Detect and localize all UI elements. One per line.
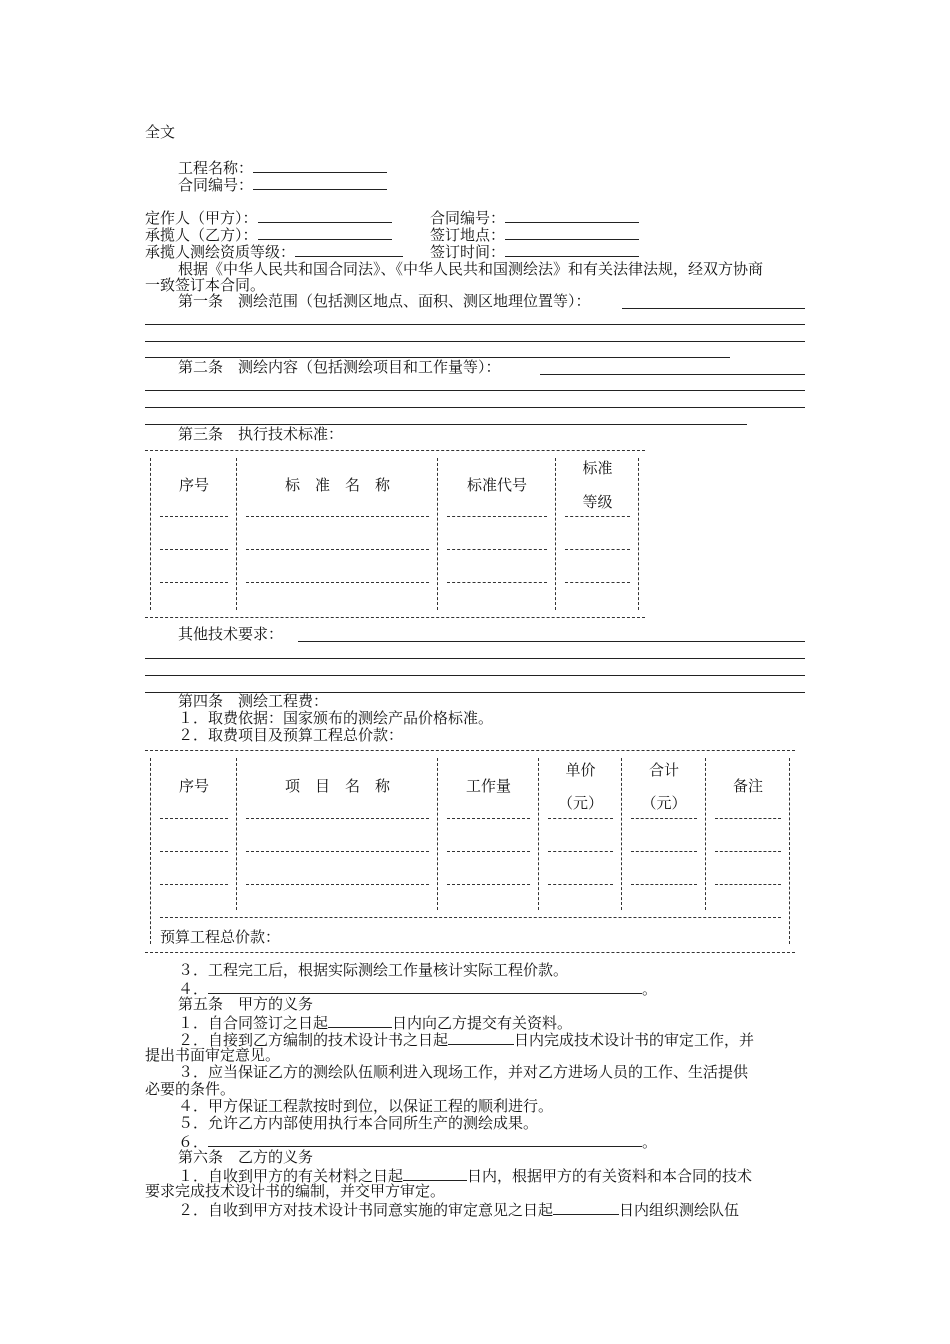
article-6-title: 第六条 乙方的义务 [178, 1148, 314, 1166]
table-col-divider [236, 758, 237, 910]
contract-no-2-blank[interactable] [505, 208, 639, 223]
table-header-level: 标准 [582, 459, 613, 477]
table-row-rule [160, 917, 781, 918]
qualification-label: 承揽人测绘资质等级： [145, 243, 296, 261]
article-1-title: 第一条 测绘范围（包括测区地点、面积、测区地理位置等）： [178, 292, 591, 310]
sign-time-blank[interactable] [505, 242, 639, 257]
table-col-divider [236, 458, 237, 610]
article-5-item-6-blank[interactable] [208, 1132, 642, 1147]
article-4-item-1: １．取费依据：国家颁布的测绘产品价格标准。 [178, 709, 494, 727]
table-row-rule [246, 818, 429, 819]
table-col-divider [538, 758, 539, 910]
article-5-item-4: ４．甲方保证工程款按时到位，以保证工程的顺利进行。 [178, 1097, 554, 1115]
article-2-title: 第二条 测绘内容（包括测绘项目和工作量等）： [178, 358, 501, 376]
article-4-item-4-number: ４． [178, 980, 209, 998]
table-row-rule [160, 549, 228, 550]
contract-no-2-label: 合同编号： [430, 209, 506, 227]
contractor-label: 承揽人（乙方）： [145, 226, 258, 244]
article-2-line[interactable] [145, 407, 805, 408]
project-name-label: 工程名称： [178, 159, 254, 177]
table-row-rule [447, 818, 530, 819]
other-requirements-blank[interactable] [298, 641, 805, 642]
table-row-rule [246, 549, 429, 550]
fee-header-note: 备注 [732, 777, 763, 795]
sign-time-row [430, 242, 639, 261]
article-6-item-2-text: ２．自收到甲方对技术设计书同意实施的审定意见之日起 [178, 1201, 554, 1219]
article-6-item-1-text: 日内，根据甲方的有关资料和本合同的技术 [467, 1167, 753, 1185]
project-name-blank[interactable] [253, 158, 387, 173]
article-5-item-1-text: 日内向乙方提交有关资料。 [392, 1014, 573, 1032]
client-blank[interactable] [258, 208, 392, 223]
table-row-rule [548, 851, 613, 852]
preamble-line-1: 根据《中华人民共和国合同法》、《中华人民共和国测绘法》和有关法律法规，经双方协商 [178, 260, 764, 278]
table-header-no: 序号 [178, 476, 209, 494]
doc-heading: 全文 [145, 123, 176, 141]
contract-no-blank[interactable] [253, 175, 387, 190]
table-row-rule [447, 516, 547, 517]
table-row-rule [631, 818, 697, 819]
preamble-line-2: 一致签订本合同。 [145, 276, 266, 294]
table-border-left [150, 758, 151, 944]
table-col-divider [555, 458, 556, 610]
other-requirements-line[interactable] [145, 675, 805, 676]
other-requirements-line[interactable] [145, 658, 805, 659]
fee-header-qty: 工作量 [465, 777, 511, 795]
other-requirements-label: 其他技术要求： [178, 625, 284, 643]
table-row-rule [246, 516, 429, 517]
table-row-rule [548, 818, 613, 819]
article-4-title: 第四条 测绘工程费： [178, 692, 329, 710]
table-col-divider [437, 458, 438, 610]
table-border-top [145, 450, 645, 451]
table-row-rule [548, 884, 613, 885]
days-blank[interactable] [403, 1166, 467, 1181]
sign-place-blank[interactable] [505, 225, 639, 240]
article-5-item-2-cont: 提出书面审定意见。 [145, 1046, 281, 1064]
article-5-item-2-text: ２．自接到乙方编制的技术设计书之日起 [178, 1031, 449, 1049]
client-label: 定作人（甲方）： [145, 209, 258, 227]
table-col-divider [621, 758, 622, 910]
table-row-rule [565, 549, 630, 550]
table-row-rule [715, 884, 781, 885]
article-4-item-4-blank[interactable] [208, 979, 642, 994]
days-blank[interactable] [553, 1200, 619, 1215]
table-row-rule [160, 818, 228, 819]
table-border-bottom [145, 952, 795, 953]
article-4-item-4-end: 。 [642, 980, 658, 998]
article-2-line[interactable] [145, 390, 805, 391]
table-row-rule [160, 884, 228, 885]
table-row-rule [715, 818, 781, 819]
table-row-rule [447, 851, 530, 852]
article-5-item-1-text: １．自合同签订之日起 [178, 1014, 329, 1032]
table-row-rule [160, 582, 228, 583]
table-row-rule [246, 851, 429, 852]
article-5-item-2-text: 日内完成技术设计书的审定工作，并 [514, 1031, 755, 1049]
table-row-rule [447, 582, 547, 583]
article-5-item-6-end: 。 [642, 1133, 658, 1151]
article-5-item-3-cont: 必要的条件。 [145, 1080, 236, 1098]
article-4-item-2: ２．取费项目及预算工程总价款： [178, 726, 404, 744]
article-4-item-3: ３．工程完工后，根据实际测绘工作量核计实际工程价款。 [178, 961, 569, 979]
qualification-row [145, 242, 403, 261]
days-blank[interactable] [328, 1013, 392, 1028]
article-6-item-2-text: 日内组织测绘队伍 [619, 1201, 740, 1219]
article-1-line[interactable] [145, 341, 805, 342]
fee-budget-total-label: 预算工程总价款： [160, 928, 281, 946]
contractor-blank[interactable] [258, 225, 392, 240]
table-border-bottom [145, 617, 645, 618]
table-row-rule [246, 582, 429, 583]
article-2-blank[interactable] [540, 374, 805, 375]
table-border-left [150, 458, 151, 610]
table-row-rule [565, 516, 630, 517]
table-col-divider [437, 758, 438, 910]
table-col-divider [705, 758, 706, 910]
qualification-blank[interactable] [295, 242, 403, 257]
table-header-level: 等级 [582, 493, 613, 511]
contract-no-label: 合同编号： [178, 176, 254, 194]
table-row-rule [447, 884, 530, 885]
table-row-rule [715, 851, 781, 852]
fee-header-unit-price: （元） [557, 794, 603, 812]
article-5-item-5: ５．允许乙方内部使用执行本合同所生产的测绘成果。 [178, 1114, 539, 1132]
table-row-rule [631, 851, 697, 852]
table-row-rule [160, 516, 228, 517]
table-row-rule [160, 851, 228, 852]
fee-header-total: （元） [641, 794, 687, 812]
table-header-code: 标准代号 [466, 476, 527, 494]
article-5-title: 第五条 甲方的义务 [178, 995, 314, 1013]
article-6-item-2 [178, 1200, 739, 1219]
table-border-top [145, 750, 795, 751]
article-6-item-1-text: １．自收到甲方的有关材料之日起 [178, 1167, 404, 1185]
sign-place-label: 签订地点： [430, 226, 506, 244]
article-1-line[interactable] [145, 324, 805, 325]
days-blank[interactable] [448, 1030, 514, 1045]
table-row-rule [447, 549, 547, 550]
contract-no-row [178, 175, 387, 194]
table-border-right [638, 458, 639, 610]
article-3-title: 第三条 执行技术标准： [178, 425, 344, 443]
article-1-blank[interactable] [622, 308, 805, 309]
table-border-right [789, 758, 790, 944]
table-header-name: 标 准 名 称 [284, 476, 390, 494]
fee-header-no: 序号 [178, 777, 209, 795]
table-row-rule [565, 582, 630, 583]
article-5-item-3: ３．应当保证乙方的测绘队伍顺利进入现场工作，并对乙方进场人员的工作、生活提供 [178, 1063, 749, 1081]
article-6-item-1-cont: 要求完成技术设计书的编制，并交甲方审定。 [145, 1182, 446, 1200]
article-5-item-6-number: ６． [178, 1133, 209, 1151]
table-row-rule [246, 884, 429, 885]
table-row-rule [631, 884, 697, 885]
sign-time-label: 签订时间： [430, 243, 506, 261]
fee-header-unit-price: 单价 [565, 761, 596, 779]
fee-header-total: 合计 [648, 761, 679, 779]
fee-header-item: 项 目 名 称 [284, 777, 390, 795]
